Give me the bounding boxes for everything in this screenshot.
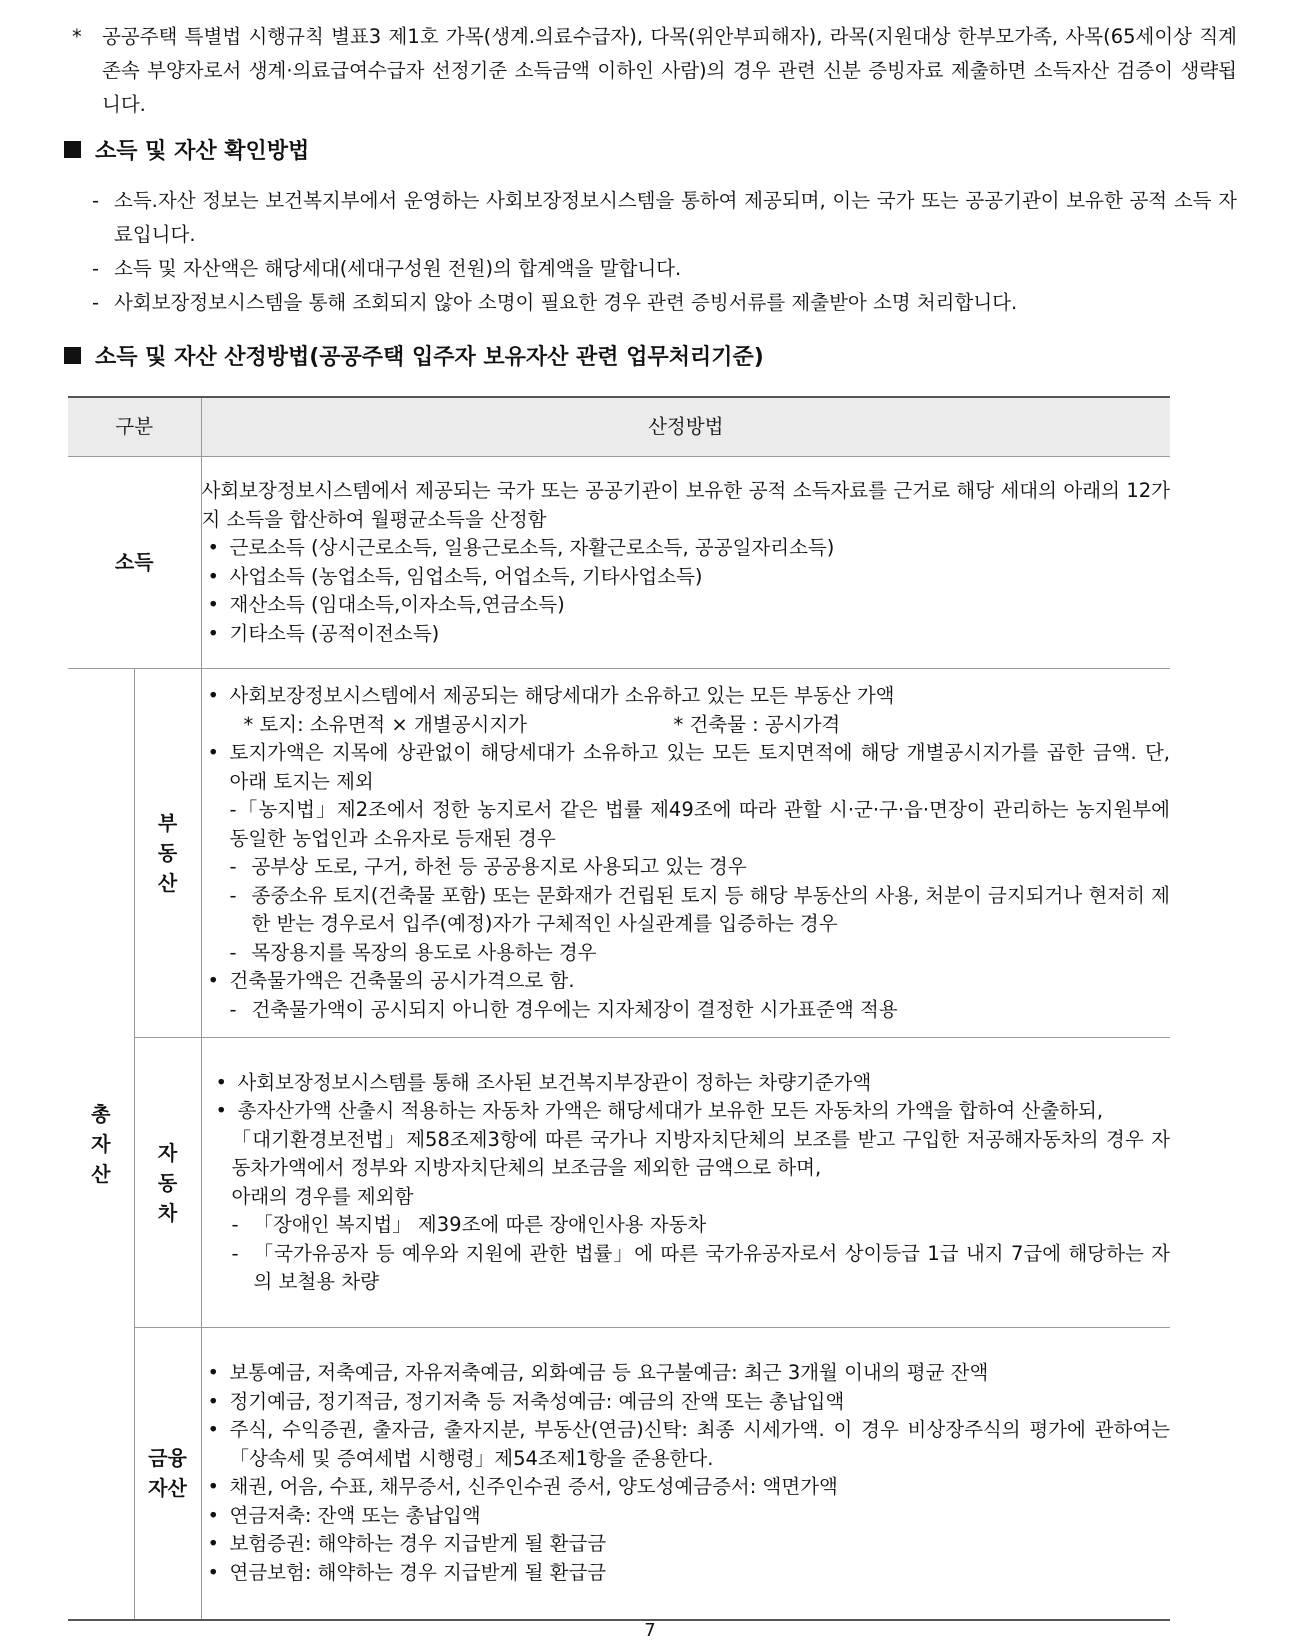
calculation-table <box>68 396 1170 1621</box>
finance-content <box>201 1328 1170 1620</box>
section-title: 소득 및 자산 확인방법 <box>95 139 310 164</box>
income-content <box>201 457 1170 669</box>
real-estate-content <box>201 669 1170 1038</box>
sub-item: - 「장애인 복지법」 제39조에 따른 장애인사용 자동차 <box>231 1213 707 1236</box>
table-row-car <box>68 1038 1170 1328</box>
header-method: 산정방법 <box>201 397 1170 457</box>
section-title: 소득 및 자산 산정방법(공공주택 입주자 보유자산 관련 업무처리기준) <box>95 345 764 370</box>
sub-item: - 공부상 도로, 구거, 하천 등 공공용지로 사용되고 있는 경우 <box>229 855 747 878</box>
table-row-income <box>68 457 1170 669</box>
square-bullet-icon <box>64 141 81 158</box>
list-item: • 연금보험: 해약하는 경우 지급받게 될 환급금 <box>207 1560 607 1584</box>
square-bullet-icon <box>64 347 81 364</box>
list-item: • 건축물가액은 건축물의 공시가격으로 함. <box>207 969 575 992</box>
list-item: • 재산소득 (임대소득,이자소득,연금소득) <box>207 593 565 616</box>
car-text-block: 「대기환경보전법」제58조제3항에 따른 국가나 지방자치단체의 보조를 받고 구입한 저공해자동차의 경우 자동차가액에서 정부와 지방자치단체의 보조금을 제외한 금액으로 하며, 아래의 경우를 제외함 <box>231 1127 1170 1208</box>
list-item: - 소득 및 자산액은 해당세대(세대구성원 전원)의 합계액을 말합니다. <box>92 257 682 280</box>
list-item: • 채권, 어음, 수표, 채무증서, 신주인수권 증서, 양도성예금증서: 액면가액 <box>207 1475 838 1499</box>
table-header-row <box>68 397 1170 457</box>
note-asterisk: * <box>72 25 82 48</box>
car-text: 자동차 <box>157 1140 178 1225</box>
valuation-note: * 토지: 소유면적 × 개별공시지가 * 건축물 : 공시가격 <box>243 712 841 736</box>
list-item: • 토지가액은 지목에 상관없이 해당세대가 소유하고 있는 모든 토지면적에 해당 개별공시지가를 곱한 금액. 단, 아래 토지는 제외 <box>207 741 1170 793</box>
list-item: - 사회보장정보시스템을 통해 조회되지 않아 소명이 필요한 경우 관련 증빙서류를 제출받아 소명 처리합니다. <box>92 291 1018 314</box>
sub-item: - 종중소유 토지(건축물 포함) 또는 문화재가 건립된 토지 등 해당 부동산의 사용, 처분이 금지되거나 현저히 제한 받는 경우로서 입주(예정)자가 구체적인 사실관계를 입증하는 경우 <box>229 883 1170 935</box>
income-intro: 사회보장정보시스템에서 제공되는 국가 또는 공공기관이 보유한 공적 소득자료를 근거로 해당 세대의 아래의 12가지 소득을 합산하여 월평균소득을 산정함 <box>201 479 1170 531</box>
page-number: 7 <box>644 1620 656 1641</box>
car-label <box>134 1038 201 1328</box>
list-item: • 사회보장정보시스템에서 제공되는 해당세대가 소유하고 있는 모든 부동산 가액 <box>207 684 895 707</box>
table-row-finance <box>68 1328 1170 1620</box>
sub-item: -「농지법」제2조에서 정한 농지로서 같은 법률 제49조에 따라 관할 시·군·구·읍·면장이 관리하는 농지원부에 동일한 농업인과 소유자로 등재된 경우 <box>229 798 1170 850</box>
list-item: • 보통예금, 저축예금, 자유저축예금, 외화예금 등 요구불예금: 최근 3개월 이내의 평균 잔액 <box>207 1361 989 1385</box>
list-item: • 총자산가액 산출시 적용하는 자동차 가액은 해당세대가 보유한 모든 자동차의 가액을 합하여 산출하되, <box>215 1099 1104 1122</box>
real-estate-text: 부동산 <box>157 811 178 895</box>
finance-label: 금융 자산 <box>134 1328 201 1620</box>
exemption-note <box>72 20 1237 122</box>
list-item: • 기타소득 (공적이전소득) <box>207 621 440 645</box>
list-item: - 소득.자산 정보는 보건복지부에서 운영하는 사회보장정보시스템을 통하여 제공되며, 이는 국가 또는 공공기관이 보유한 공적 소득 자료입니다. <box>92 189 1237 246</box>
list-item: • 정기예금, 정기적금, 정기저축 등 저축성예금: 예금의 잔액 또는 총납입액 <box>207 1389 845 1413</box>
list-item: • 보험증권: 해약하는 경우 지급받게 될 환급금 <box>207 1532 607 1556</box>
sub-item: - 「국가유공자 등 예우와 지원에 관한 법률」에 따른 국가유공자로서 상이등급 1급 내지 7급에 해당하는 자의 보철용 차량 <box>231 1241 1170 1293</box>
list-item: • 사회보장정보시스템를 통해 조사된 보건복지부장관이 정하는 차량기준가액 <box>215 1070 872 1094</box>
table-row-real-estate <box>68 669 1170 1038</box>
sub-item: - 건축물가액이 공시되지 아니한 경우에는 지자체장이 결정한 시가표준액 적용 <box>229 997 898 1021</box>
sub-item: - 목장용지를 목장의 용도로 사용하는 경우 <box>229 940 597 964</box>
section-heading-verification <box>64 134 309 165</box>
car-content <box>201 1038 1170 1328</box>
list-item: • 주식, 수익증권, 출자금, 출자지분, 부동산(연금)신탁: 최종 시세가액. 이 경우 비상장주식의 평가에 관하여는「상속세 및 증여세법 시행령」제54조제1항을 준용한다. <box>207 1418 1170 1470</box>
note-text: 공공주택 특별법 시행규칙 별표3 제1호 가목(생계.의료수급자), 다목(위안부피해자), 라목(지원대상 한부모가족, 사목(65세이상 직계존속 부양자로서 생계·의료급여수급자 선정기준 소득금액 이하인 사람)의 경우 관련 신분 증빙자료 제출하면 소득자산 검증이 생략됩니다. <box>102 25 1237 116</box>
list-item: • 연금저축: 잔액 또는 총납입액 <box>207 1503 481 1527</box>
total-assets-label <box>68 669 134 1620</box>
list-item: • 근로소득 (상시근로소득, 일용근로소득, 자활근로소득, 공공일자리소득) <box>207 536 835 559</box>
total-assets-text: 총자산 <box>91 1101 111 1186</box>
income-label: 소득 <box>68 457 201 669</box>
verification-list <box>92 184 1237 320</box>
list-item: • 사업소득 (농업소득, 임업소득, 어업소득, 기타사업소득) <box>207 564 703 588</box>
real-estate-label <box>134 669 201 1038</box>
header-category: 구분 <box>68 397 201 457</box>
section-heading-calculation <box>64 340 764 371</box>
